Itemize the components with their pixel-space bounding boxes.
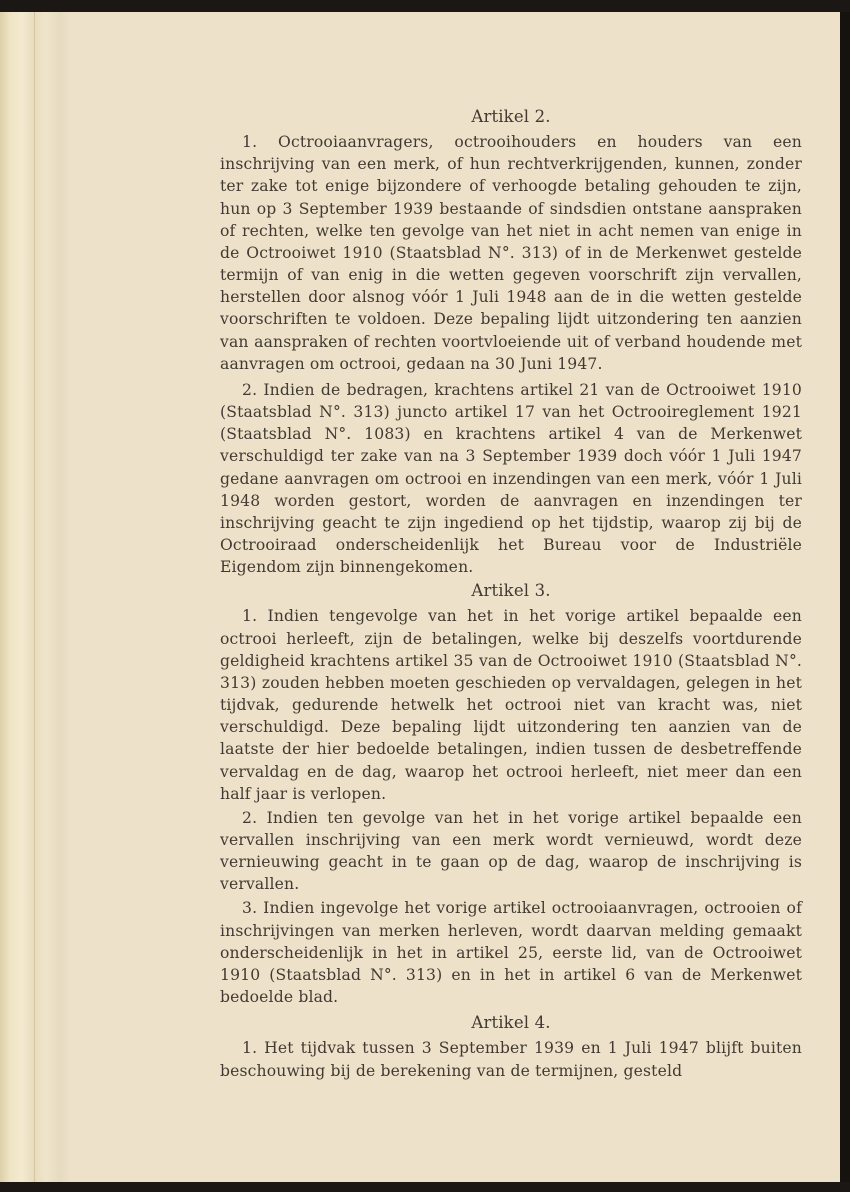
article-3-heading: Artikel 3. [471, 581, 551, 601]
page-binding-edge [0, 12, 70, 1182]
article-3-paragraph-2: 2. Indien ten gevolge van het in het vorige artikel bepaalde een vervallen inschrijving van een merk wordt vernieuwd, wordt deze vernieuwing geacht in te gaan op de dag, waarop de inschrijving is vervallen. [220, 808, 802, 894]
article-2-paragraph-2: 2. Indien de bedragen, krachtens artikel 21 van de Octrooiwet 1910 (Staatsblad N°. 313) juncto artikel 17 van het Octrooireglement 1921 (Staatsblad N°. 1083) en krachtens artikel 4 van de Merkenwet verschuldigd ter zake van na 3 September 1939 doch vóór 1 Juli 1947 gedane aanvragen om octrooi en inzendingen van een merk, vóór 1 Juli 1948 worden gestort, worden de aanvragen en inzendingen ter inschrijving geacht te zijn ingediend op het tijdstip, waarop zij bij de Octrooiraad onderscheidenlijk het Bureau voor de Industriële Eigendom zijn binnengekomen. [220, 380, 802, 577]
article-4-heading: Artikel 4. [471, 1013, 551, 1033]
article-2-paragraph-1: 1. Octrooiaanvragers, octrooihouders en houders van een inschrijving van een merk, of hun rechtverkrijgenden, kunnen, zonder ter zake tot enige bijzondere of verhoogde betaling gehouden te zijn, hun op 3 September 1939 bestaande of sindsdien ontstane aanspraken of rechten, welke ten gevolge van het niet in acht nemen van enige in de Octrooiwet 1910 (Staatsblad N°. 313) of in de Merkenwet gestelde termijn of van enig in die wetten gegeven voorschrift zijn vervallen, herstellen door alsnog vóór 1 Juli 1948 aan de in die wetten gestelde voorschriften te voldoen. Deze bepaling lijdt uitzondering ten aanzien van aanspraken of rechten voortvloeiende uit of verband houdende met aanvragen om octrooi, gedaan na 30 Juni 1947. [220, 133, 802, 373]
binding-fold-line [34, 12, 35, 1182]
scanned-page [0, 12, 840, 1182]
document-body [220, 106, 802, 1084]
article-2-heading: Artikel 2. [471, 107, 551, 126]
scan-border-right [840, 12, 850, 1182]
article-4-paragraph-1: 1. Het tijdvak tussen 3 September 1939 en 1 Juli 1947 blijft buiten beschouwing bij de berekening van de termijnen, gesteld [220, 1039, 802, 1080]
article-3-paragraph-1: 1. Indien tengevolge van het in het vorige artikel bepaalde een octrooi herleeft, zijn de betalingen, welke bij deszelfs voortdurende geldigheid krachtens artikel 35 van de Octrooiwet 1910 (Staatsblad N°. 313) zouden hebben moeten geschieden op vervaldagen, gelegen in het tijdvak, gedurende hetwelk het octrooi niet van kracht was, niet verschuldigd. Deze bepaling lijdt uitzondering ten aanzien van de laatste der hier bedoelde betalingen, indien tussen de desbetreffende vervaldag en de dag, waarop het octrooi herleeft, niet meer dan een half jaar is verlopen. [220, 607, 802, 803]
article-3-paragraph-3: 3. Indien ingevolge het vorige artikel octrooiaanvragen, octrooien of inschrijvingen van merken herleven, wordt daarvan melding gemaakt onderscheidenlijk in het in artikel 25, eerste lid, van de Octrooiwet 1910 (Staatsblad N°. 313) en in het in artikel 6 van de Merkenwet bedoelde blad. [220, 899, 802, 1007]
